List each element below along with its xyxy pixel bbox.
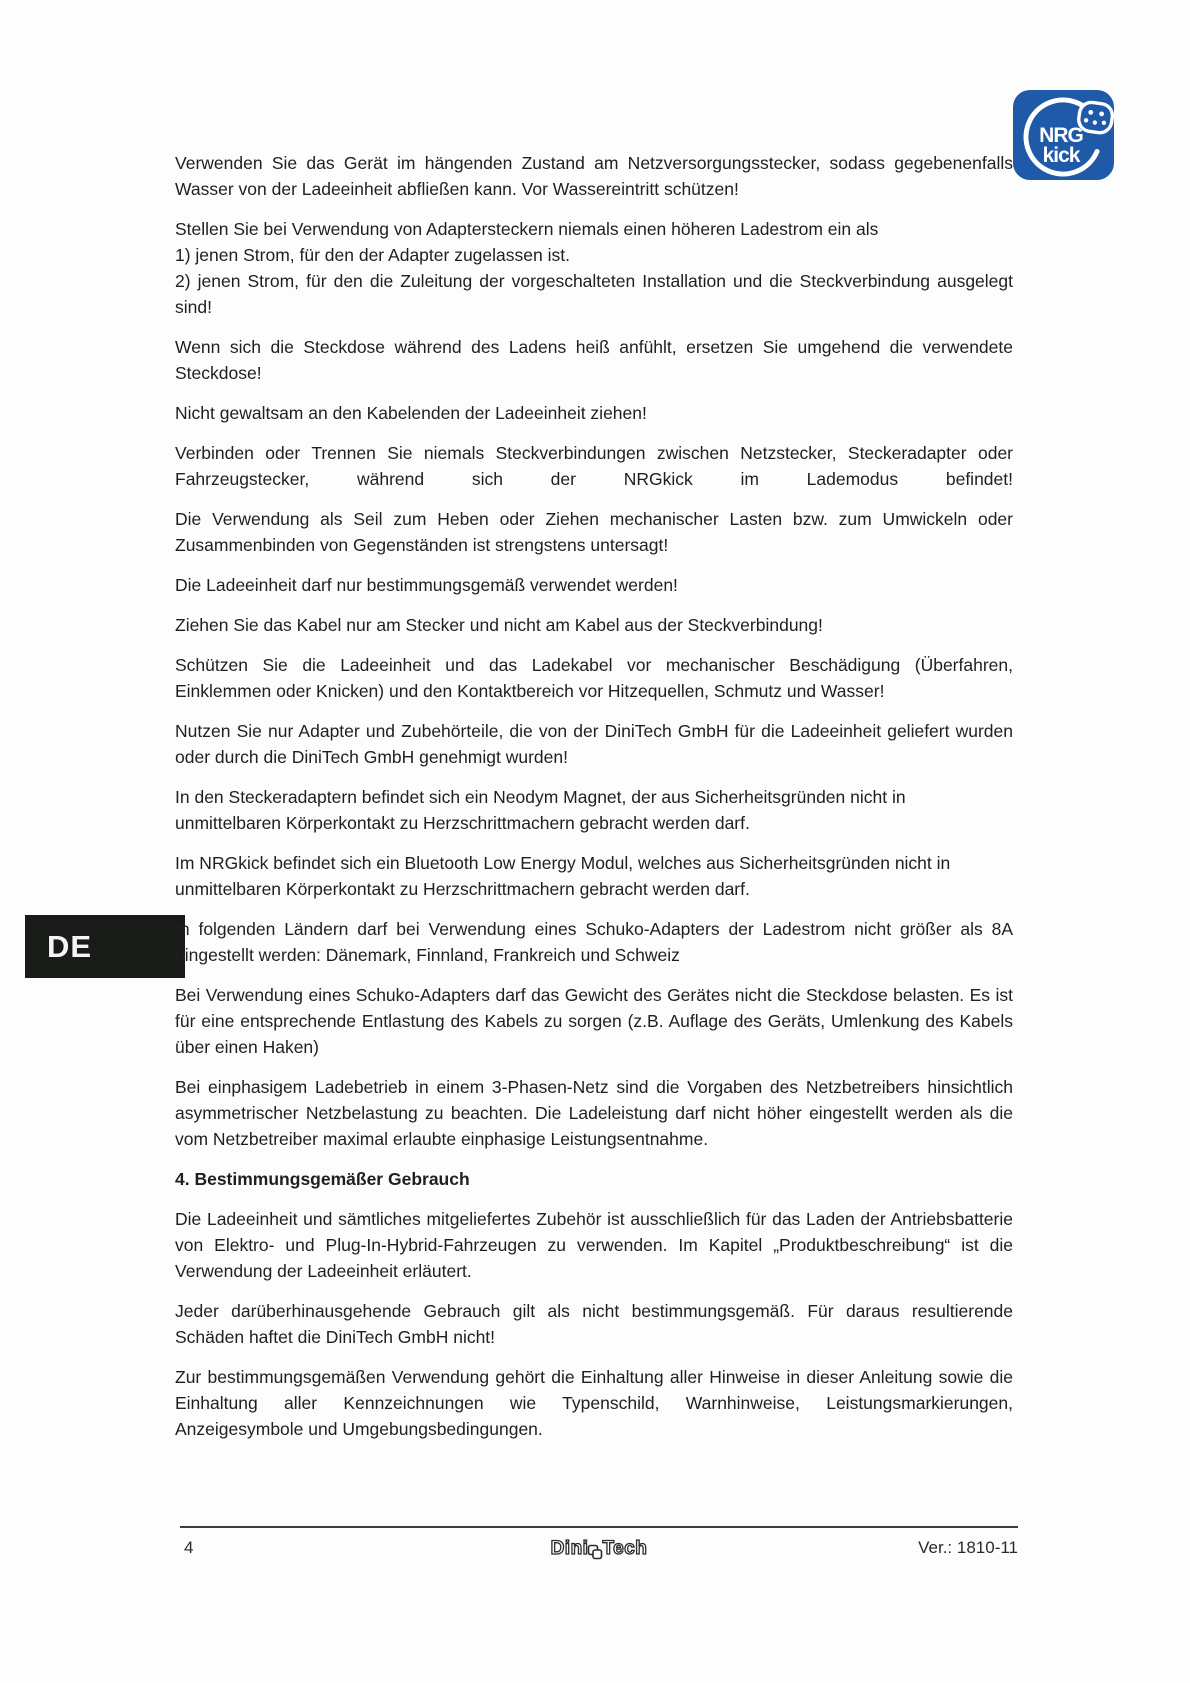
- logo-text-kick: kick: [1042, 144, 1080, 167]
- paragraph: In den Steckeradaptern befindet sich ein Neodym Magnet, der aus Sicherheitsgründen nicht in unmittelbaren Körperkontakt zu Herzschrittmachern gebracht werden darf.: [175, 787, 906, 833]
- paragraph: Verwenden Sie das Gerät im hängenden Zustand am Netzversorgungsstecker, sodass gegebenenfalls Wasser von der Ladeeinheit abfließen kann. Vor Wassereintritt schützen!: [175, 153, 1013, 199]
- paragraph: Jeder darüberhinausgehende Gebrauch gilt als nicht bestimmungsgemäß. Für daraus resultierende Schäden haftet die DiniTech GmbH nicht!: [175, 1301, 1013, 1347]
- paragraph: Ziehen Sie das Kabel nur am Stecker und nicht am Kabel aus der Steckverbindung!: [175, 615, 823, 635]
- footer-page-number: 4: [184, 1538, 194, 1557]
- content: [175, 150, 1013, 1456]
- section-heading: 4. Bestimmungsgemäßer Gebrauch: [175, 1169, 470, 1189]
- paragraph: Bei Verwendung eines Schuko-Adapters darf das Gewicht des Gerätes nicht die Steckdose belasten. Es ist für eine entsprechende Entlastung des Kabels zu sorgen (z.B. Auflage des Geräts, Umlenkung des Kabels über einen Haken): [175, 985, 1013, 1057]
- language-tab-label: DE: [47, 928, 93, 964]
- paragraph: Die Ladeeinheit darf nur bestimmungsgemäß verwendet werden!: [175, 575, 678, 595]
- paragraph: Im NRGkick befindet sich ein Bluetooth Low Energy Modul, welches aus Sicherheitsgründen nicht in unmittelbaren Körperkontakt zu Herzschrittmachern gebracht werden darf.: [175, 853, 951, 899]
- language-tab: [25, 915, 185, 978]
- footer-brand-left: Dini: [550, 1538, 589, 1559]
- paragraph: In folgenden Ländern darf bei Verwendung eines Schuko-Adapters der Ladestrom nicht größer als 8A eingestellt werden: Dänemark, Finnland, Frankreich und Schweiz: [175, 919, 1013, 965]
- logo-text-nrg: NRG: [1039, 124, 1083, 147]
- paragraph: Verbinden oder Trennen Sie niemals Steckverbindungen zwischen Netzstecker, Steckeradapter oder Fahrzeugstecker, während sich der NRGkick im Lademodus befindet!: [175, 443, 1013, 489]
- paragraph: Stellen Sie bei Verwendung von Adaptersteckern niemals einen höheren Ladestrom ein als 1) jenen Strom, für den der Adapter zugelassen ist. 2) jenen Strom, für den die Zuleitung der vorgeschalteten Installation und die Steckverbindung ausgelegt sind!: [175, 219, 1013, 317]
- paragraph: Die Ladeeinheit und sämtliches mitgeliefertes Zubehör ist ausschließlich für das Laden der Antriebsbatterie von Elektro- und Plug-In-Hybrid-Fahrzeugen zu verwenden. Im Kapitel „Produktbeschreibung“ ist die Verwendung der Ladeeinheit erläutert.: [175, 1209, 1013, 1281]
- paragraph: Die Verwendung als Seil zum Heben oder Ziehen mechanischer Lasten bzw. zum Umwickeln oder Zusammenbinden von Gegenständen ist strengstens untersagt!: [175, 509, 1013, 555]
- paragraph: Nutzen Sie nur Adapter und Zubehörteile, die von der DiniTech GmbH für die Ladeeinheit geliefert wurden oder durch die DiniTech GmbH genehmigt wurden!: [175, 721, 1013, 767]
- footer-brand-right: Tech: [602, 1538, 648, 1559]
- paragraph: Schützen Sie die Ladeeinheit und das Ladekabel vor mechanischer Beschädigung (Überfahren, Einklemmen oder Knicken) und den Kontaktbereich vor Hitzequellen, Schmutz und Wasser!: [175, 655, 1013, 701]
- paragraph: Zur bestimmungsgemäßen Verwendung gehört die Einhaltung aller Hinweise in dieser Anleitung sowie die Einhaltung aller Kennzeichnungen wie Typenschild, Warnhinweise, Leistungsmarkierungen, Anzeigesymbole und Umgebungsbedingungen.: [175, 1367, 1013, 1439]
- paragraph: Wenn sich die Steckdose während des Ladens heiß anfühlt, ersetzen Sie umgehend die verwendete Steckdose!: [175, 337, 1013, 383]
- paragraph: Bei einphasigem Ladebetrieb in einem 3-Phasen-Netz sind die Vorgaben des Netzbetreibers hinsichtlich asymmetrischer Netzbelastung zu beachten. Die Ladeleistung darf nicht höher eingestellt werden als die vom Netzbetreiber maximal erlaubte einphasige Leistungsentnahme.: [175, 1077, 1013, 1149]
- paragraph: Nicht gewaltsam an den Kabelenden der Ladeeinheit ziehen!: [175, 403, 647, 423]
- footer-divider: [180, 1526, 1018, 1528]
- footer-version: Ver.: 1810-11: [918, 1538, 1018, 1557]
- nrgkick-logo: [1013, 90, 1114, 180]
